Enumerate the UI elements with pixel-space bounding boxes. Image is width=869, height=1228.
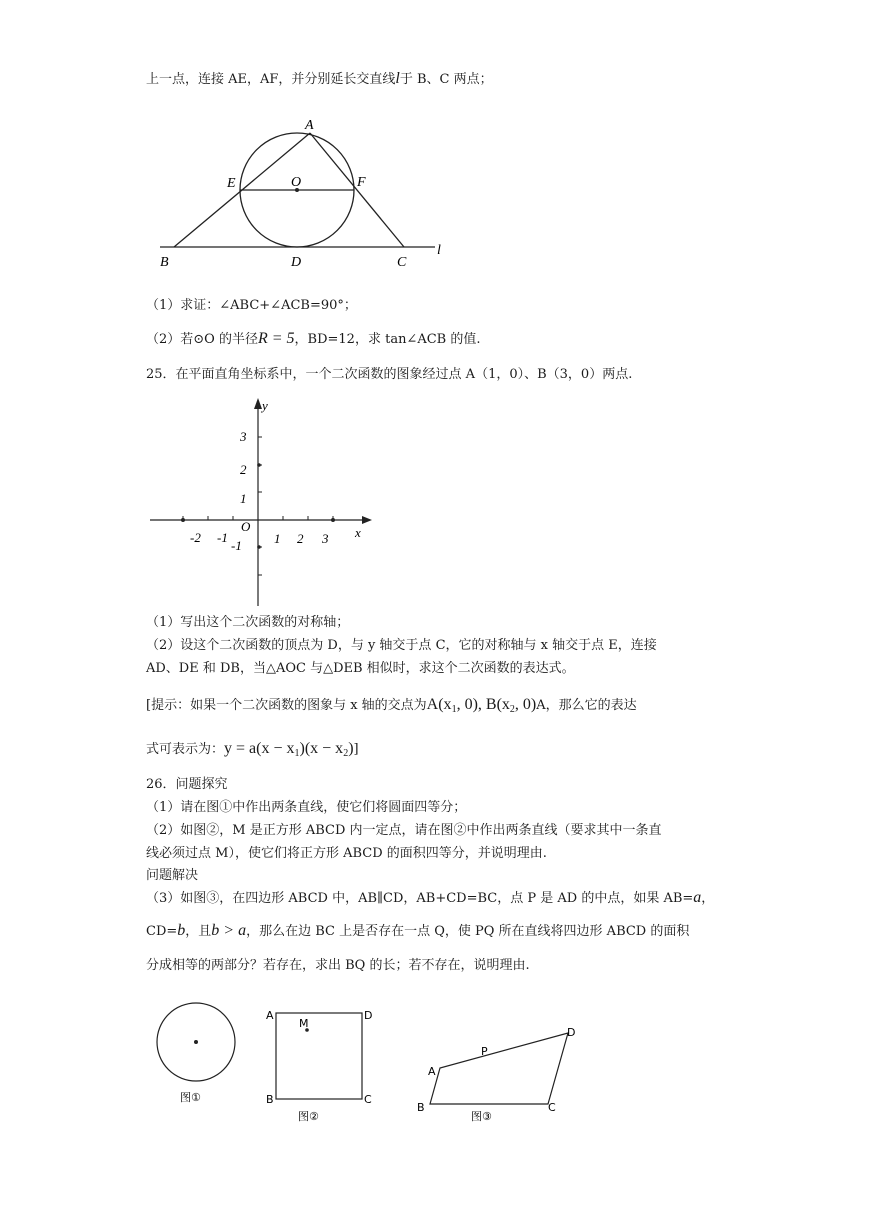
label-c: C [397, 255, 407, 270]
fig2-square [276, 1013, 362, 1099]
label-l: l [437, 243, 441, 258]
expr-b: )(x − x [299, 740, 344, 757]
hint-sub1: 1 [451, 704, 457, 715]
line-l-symbol: l [395, 70, 400, 87]
fig2-label-m: M [299, 1017, 309, 1030]
inequality-b-gt-a: b > a [211, 922, 247, 939]
radius-formula: R = 5 [257, 330, 295, 347]
fig2-label-a: A [266, 1009, 274, 1022]
label-f: F [357, 175, 366, 190]
expr-sub1: 1 [294, 748, 300, 759]
label-e: E [227, 176, 236, 191]
fig2-label-b: B [266, 1093, 274, 1106]
fig3-label-b: B [417, 1101, 425, 1114]
y-axis-label: y [262, 398, 268, 413]
q24-part2-text: （2）若⊙O 的半径 [146, 332, 258, 347]
fig3-quadrilateral [430, 1033, 568, 1104]
hint-b-x: , 0), B(x [456, 696, 510, 713]
expr-a: y = a(x − x [224, 740, 295, 757]
q25-part2-line2: AD、DE 和 DB，当△AOC 与△DEB 相似时，求这个二次函数的表达式。 [146, 661, 575, 676]
x-axis-label: x [355, 525, 361, 540]
hint-sub2: 2 [509, 704, 515, 715]
p3-cd: CD= [146, 924, 178, 939]
q24-intro-tail: 于 B、C 两点； [399, 72, 493, 87]
fig2-label-c: C [364, 1093, 372, 1106]
p3-rest: ，那么在边 BC 上是否存在一点 Q，使 PQ 所在直线将四边形 ABCD 的面积 [246, 924, 690, 939]
label-o: O [291, 175, 302, 190]
q24-intro-text: 上一点，连接 AE，AF，并分别延长交直线 [146, 72, 396, 87]
x-tick-3: 3 [322, 531, 329, 546]
hint-a-x: A(x [426, 696, 452, 713]
q26-title: 26．问题探究 [146, 777, 228, 792]
fig3-label-p: P [481, 1045, 488, 1058]
fig3-label-a: A [428, 1065, 436, 1078]
y-tick-neg1: -1 [231, 538, 242, 553]
y-tick-3: 3 [240, 429, 247, 444]
fig3-caption: 图③ [471, 1110, 492, 1123]
q25-stem: 25．在平面直角坐标系中，一个二次函数的图象经过点 A（1，0）、B（3，0）两点. [146, 367, 633, 382]
q24-part1: （1）求证：∠ABC+∠ACB=90°； [146, 298, 357, 313]
var-a: a [693, 889, 702, 906]
q26-part2-line2: 线必须过点 M），使它们将正方形 ABCD 的面积四等分，并说明理由. [146, 846, 547, 861]
var-b: b [177, 922, 186, 939]
p3-text: （3）如图③，在四边形 ABCD 中，AB∥CD，AB+CD=BC，点 P 是 AD 的中点，如果 AB= [146, 891, 694, 906]
q26-subtitle: 问题解决 [146, 868, 199, 883]
q25-part1: （1）写出这个二次函数的对称轴； [146, 615, 350, 630]
label-b: B [160, 255, 169, 270]
hint2-tail: ] [353, 742, 359, 757]
fig1-center [194, 1040, 198, 1044]
fig2-label-d: D [364, 1009, 373, 1022]
expr-sub2: 2 [343, 748, 349, 759]
x-tick-neg2: -2 [190, 530, 201, 545]
x-tick-neg1: -1 [217, 530, 228, 545]
q26-part1: （1）请在图①中作出两条直线，使它们将圆面四等分； [146, 800, 467, 815]
origin-label: O [241, 519, 251, 534]
label-a: A [305, 118, 314, 133]
p3-and: ，且 [185, 924, 212, 939]
q26-part3-line3: 分成相等的两部分？若存在，求出 BQ 的长；若不存在，说明理由. [146, 958, 530, 973]
hint-close: , 0) [514, 696, 537, 713]
fig3-label-d: D [567, 1026, 576, 1039]
expr-c: ) [348, 740, 354, 757]
q25-part2-line1: （2）设这个二次函数的顶点为 D，与 y 轴交于点 C，它的对称轴与 x 轴交于点 E，连接 [146, 638, 657, 653]
q24-part2-tail: ，BD=12，求 tan∠ACB 的值. [294, 332, 481, 347]
label-d: D [291, 255, 302, 270]
p3-comma: ， [701, 891, 715, 906]
y-tick-1: 1 [240, 491, 247, 506]
x-tick-2: 2 [297, 531, 304, 546]
hint-text: [提示：如果一个二次函数的图象与 x 轴的交点为 [146, 698, 427, 713]
fig3-label-c: C [548, 1101, 556, 1114]
q26-part2-line1: （2）如图②，M 是正方形 ABCD 内一定点，请在图②中作出两条直线（要求其中一条直 [146, 823, 662, 838]
fig1-caption: 图① [180, 1091, 201, 1104]
fig2-caption: 图② [298, 1110, 319, 1123]
x-tick-1: 1 [274, 531, 281, 546]
y-tick-2: 2 [240, 462, 247, 477]
hint2-text: 式可表示为： [146, 742, 225, 757]
hint-tail: A，那么它的表达 [536, 698, 637, 713]
